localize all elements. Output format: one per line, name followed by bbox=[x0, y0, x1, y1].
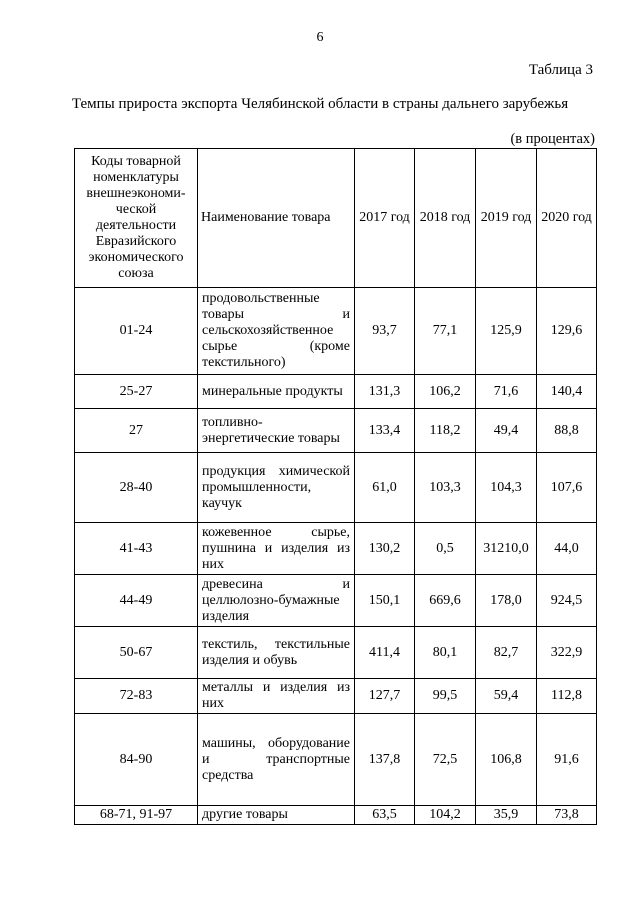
row-value-2019: 125,9 bbox=[476, 288, 537, 375]
units-note: (в процентах) bbox=[510, 131, 595, 147]
row-value-2017: 63,5 bbox=[355, 806, 415, 825]
table-title: Темпы прироста экспорта Челябинской области в страны дальнего зарубежья bbox=[71, 96, 569, 112]
header-row bbox=[75, 149, 597, 288]
row-value-2018: 118,2 bbox=[415, 409, 476, 453]
table-label: Таблица 3 bbox=[528, 62, 593, 78]
row-name: кожевенное сырье, пушнина и изделия из них bbox=[198, 523, 355, 575]
row-value-2018: 106,2 bbox=[415, 375, 476, 409]
table-row bbox=[75, 375, 597, 409]
row-value-2019: 71,6 bbox=[476, 375, 537, 409]
row-value-2017: 411,4 bbox=[355, 627, 415, 679]
row-value-2020: 73,8 bbox=[537, 806, 597, 825]
row-value-2018: 104,2 bbox=[415, 806, 476, 825]
row-value-2019: 49,4 bbox=[476, 409, 537, 453]
row-value-2017: 61,0 bbox=[355, 453, 415, 523]
header-code: Коды товарной номенклатуры внешнеэкономи-ческой деятельности Евразийского экономического союза bbox=[75, 149, 198, 288]
row-name: машины, оборудование и транспортные средства bbox=[198, 714, 355, 806]
row-value-2020: 140,4 bbox=[537, 375, 597, 409]
row-value-2019: 178,0 bbox=[476, 575, 537, 627]
row-value-2017: 93,7 bbox=[355, 288, 415, 375]
row-value-2020: 44,0 bbox=[537, 523, 597, 575]
row-name: продукция химической промышленности, каучук bbox=[198, 453, 355, 523]
row-name: текстиль, текстильные изделия и обувь bbox=[198, 627, 355, 679]
header-2018: 2018 год bbox=[415, 149, 476, 288]
row-code: 84-90 bbox=[75, 714, 198, 806]
row-value-2019: 104,3 bbox=[476, 453, 537, 523]
row-value-2018: 77,1 bbox=[415, 288, 476, 375]
table-row bbox=[75, 575, 597, 627]
row-value-2018: 103,3 bbox=[415, 453, 476, 523]
row-code: 50-67 bbox=[75, 627, 198, 679]
row-value-2017: 137,8 bbox=[355, 714, 415, 806]
row-value-2019: 59,4 bbox=[476, 679, 537, 714]
row-code: 01-24 bbox=[75, 288, 198, 375]
row-value-2019: 35,9 bbox=[476, 806, 537, 825]
row-code: 44-49 bbox=[75, 575, 198, 627]
row-code: 41-43 bbox=[75, 523, 198, 575]
row-name: другие товары bbox=[198, 806, 355, 825]
row-value-2018: 669,6 bbox=[415, 575, 476, 627]
table-row bbox=[75, 679, 597, 714]
row-name: топливно-энергетические товары bbox=[198, 409, 355, 453]
table-row bbox=[75, 453, 597, 523]
header-2020: 2020 год bbox=[537, 149, 597, 288]
table-row bbox=[75, 714, 597, 806]
header-2019: 2019 год bbox=[476, 149, 537, 288]
row-value-2018: 72,5 bbox=[415, 714, 476, 806]
row-value-2019: 82,7 bbox=[476, 627, 537, 679]
row-value-2020: 112,8 bbox=[537, 679, 597, 714]
row-value-2017: 150,1 bbox=[355, 575, 415, 627]
row-value-2019: 106,8 bbox=[476, 714, 537, 806]
row-value-2020: 129,6 bbox=[537, 288, 597, 375]
header-2017: 2017 год bbox=[355, 149, 415, 288]
row-code: 28-40 bbox=[75, 453, 198, 523]
row-name: продовольственные товары и сельскохозяйственное сырье (кроме текстильного) bbox=[198, 288, 355, 375]
row-name: древесина и целлюлозно-бумажные изделия bbox=[198, 575, 355, 627]
row-name: минеральные продукты bbox=[198, 375, 355, 409]
export-growth-table bbox=[74, 148, 597, 825]
row-code: 27 bbox=[75, 409, 198, 453]
row-value-2019: 31210,0 bbox=[476, 523, 537, 575]
row-value-2020: 91,6 bbox=[537, 714, 597, 806]
row-code: 25-27 bbox=[75, 375, 198, 409]
table-row bbox=[75, 627, 597, 679]
table-row bbox=[75, 523, 597, 575]
table-row bbox=[75, 409, 597, 453]
row-value-2017: 130,2 bbox=[355, 523, 415, 575]
row-value-2017: 133,4 bbox=[355, 409, 415, 453]
page-number: 6 bbox=[316, 30, 324, 45]
row-value-2018: 80,1 bbox=[415, 627, 476, 679]
row-value-2020: 924,5 bbox=[537, 575, 597, 627]
row-value-2018: 0,5 bbox=[415, 523, 476, 575]
table-row bbox=[75, 806, 597, 825]
row-value-2017: 131,3 bbox=[355, 375, 415, 409]
row-value-2020: 322,9 bbox=[537, 627, 597, 679]
header-name: Наименование товара bbox=[198, 149, 355, 288]
row-value-2020: 88,8 bbox=[537, 409, 597, 453]
row-name: металлы и изделия из них bbox=[198, 679, 355, 714]
row-value-2017: 127,7 bbox=[355, 679, 415, 714]
row-value-2020: 107,6 bbox=[537, 453, 597, 523]
row-value-2018: 99,5 bbox=[415, 679, 476, 714]
row-code: 68-71, 91-97 bbox=[75, 806, 198, 825]
row-code: 72-83 bbox=[75, 679, 198, 714]
table-row bbox=[75, 288, 597, 375]
